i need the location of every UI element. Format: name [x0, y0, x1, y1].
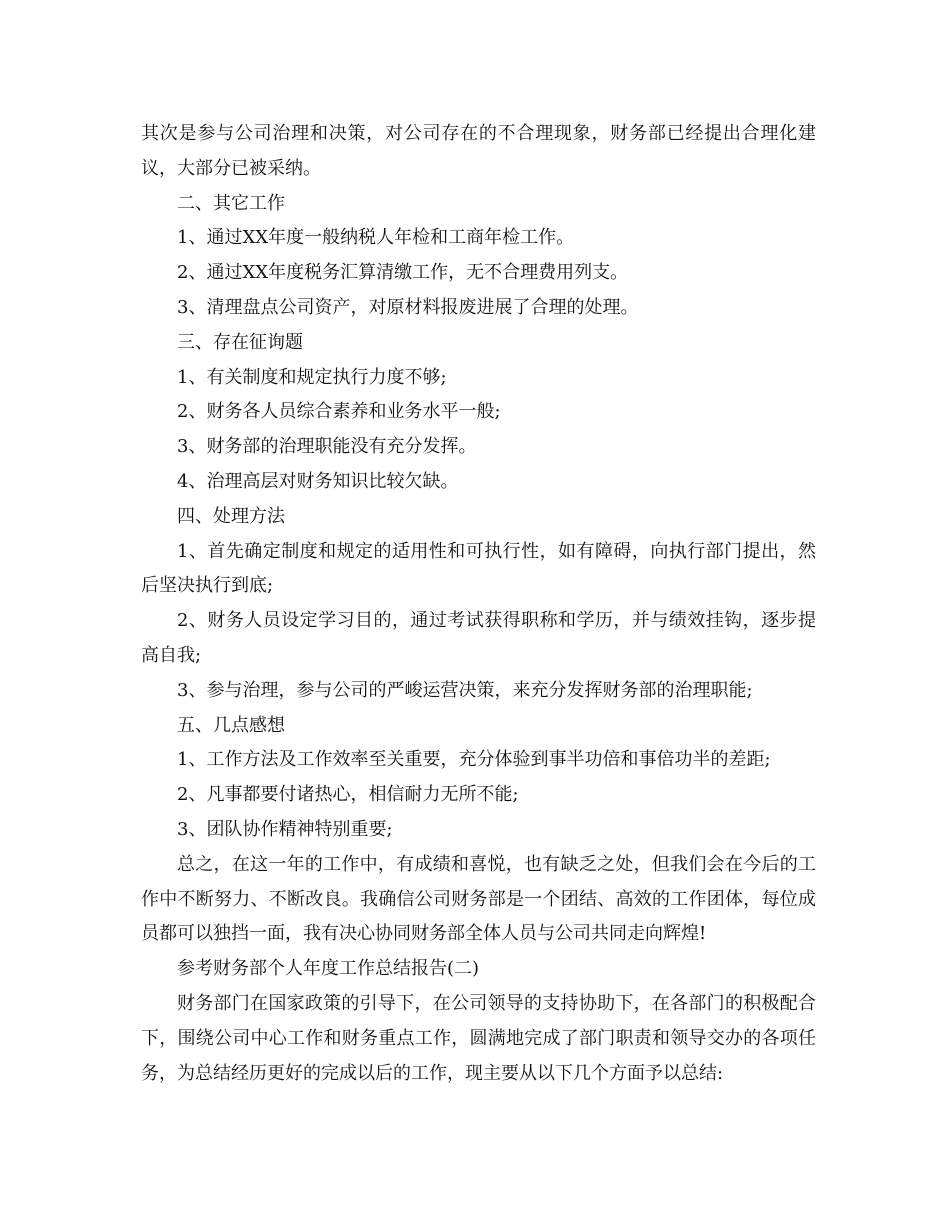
section-heading: 二、其它工作 [177, 192, 285, 214]
list-item: 1、工作方法及工作效率至关重要，充分体验到事半功倍和事倍功半的差距; [177, 749, 771, 771]
conclusion-paragraph: 总之，在这一年的工作中，有成绩和喜悦，也有缺乏之处，但我们会在今后的工作中不断努力、不断改良。我确信公司财务部是一个团结、高效的工作团体，每位成员都可以独挡一面，我有决心协同财务部全体人员与公司共同走向辉煌! [141, 853, 816, 945]
section-heading: 三、存在征询题 [177, 331, 303, 353]
list-item: 3、团队协作精神特别重要; [177, 818, 393, 840]
section-heading: 五、几点感想 [177, 714, 285, 736]
list-item: 1、有关制度和规定执行力度不够; [177, 366, 447, 388]
list-item: 2、财务各人员综合素养和业务水平一般; [177, 401, 501, 423]
section-heading: 四、处理方法 [177, 505, 285, 527]
paragraph: 其次是参与公司治理和决策，对公司存在的不合理现象，财务部已经提出合理化建议，大部分已被采纳。 [141, 123, 816, 179]
list-item: 2、凡事都要付诸热心，相信耐力无所不能; [177, 784, 519, 806]
list-item: 2、通过XX年度税务汇算清缴工作，无不合理费用列支。 [177, 262, 629, 284]
list-item: 1、首先确定制度和规定的适用性和可执行性，如有障碍，向执行部门提出，然后坚决执行到底; [141, 540, 816, 597]
list-item: 3、清理盘点公司资产，对原材料报废进展了合理的处理。 [177, 296, 639, 318]
list-item: 3、参与治理，参与公司的严峻运营决策，来充分发挥财务部的治理职能; [177, 679, 753, 701]
list-item: 2、财务人员设定学习目的，通过考试获得职称和学历，并与绩效挂钩，逐步提高自我; [141, 610, 816, 666]
list-item: 4、治理高层对财务知识比较欠缺。 [177, 470, 459, 492]
report-title: 参考财务部个人年度工作总结报告(二) [177, 958, 480, 980]
list-item: 1、通过XX年度一般纳税人年检和工商年检工作。 [177, 227, 575, 249]
paragraph: 财务部门在国家政策的引导下，在公司领导的支持协助下，在各部门的积极配合下，围绕公司中心工作和财务重点工作，圆满地完成了部门职责和领导交办的各项任务，为总结经历更好的完成以后的工作，现主要从以下几个方面予以总结: [141, 992, 816, 1084]
document-body [141, 117, 816, 1091]
list-item: 3、财务部的治理职能没有充分发挥。 [177, 436, 477, 458]
